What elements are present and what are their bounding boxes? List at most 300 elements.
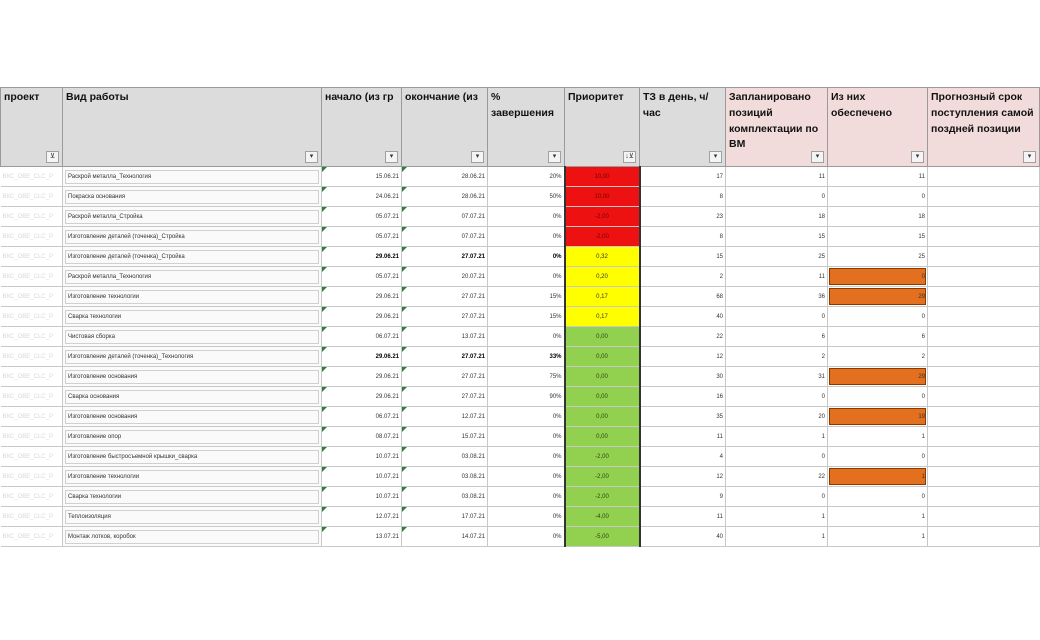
- completion-cell-value: 75%: [549, 373, 562, 380]
- forecast-cell[interactable]: [928, 447, 1040, 467]
- start-date-cell-value: 13.07.21: [375, 533, 399, 540]
- hours-cell-value: 16: [716, 393, 723, 400]
- start-date-cell[interactable]: [322, 507, 402, 527]
- project-cell-value: ВКС_ОВЕ_CLC_P: [2, 213, 53, 220]
- provided-cell-value: 11: [918, 173, 925, 180]
- priority-cell[interactable]: [565, 367, 640, 387]
- priority-cell-value: 0,00: [596, 333, 608, 340]
- work-type-value: Изготовление технологии: [65, 290, 319, 304]
- work-type-cell[interactable]: [63, 487, 322, 507]
- planned-cell[interactable]: [726, 427, 828, 447]
- start-date-cell-value: 29.06.21: [375, 373, 399, 380]
- project-cell[interactable]: [1, 307, 63, 327]
- project-cell[interactable]: [1, 167, 63, 187]
- provided-cell[interactable]: [828, 187, 928, 207]
- forecast-cell[interactable]: [928, 487, 1040, 507]
- work-type-cell[interactable]: [63, 327, 322, 347]
- work-type-cell[interactable]: [63, 247, 322, 267]
- provided-cell[interactable]: [828, 407, 928, 427]
- start-date-cell[interactable]: [322, 527, 402, 547]
- highlight-box: [829, 268, 926, 285]
- priority-cell[interactable]: [565, 287, 640, 307]
- planned-cell[interactable]: [726, 307, 828, 327]
- provided-cell[interactable]: [828, 287, 928, 307]
- project-cell[interactable]: [1, 467, 63, 487]
- hours-cell[interactable]: [640, 347, 726, 367]
- column-header: [488, 88, 565, 167]
- forecast-cell[interactable]: [928, 427, 1040, 447]
- end-date-cell[interactable]: [402, 467, 488, 487]
- end-date-cell[interactable]: [402, 287, 488, 307]
- provided-cell[interactable]: [828, 267, 928, 287]
- forecast-cell[interactable]: [928, 307, 1040, 327]
- planned-cell-value: 0: [821, 313, 825, 320]
- completion-cell[interactable]: [488, 267, 565, 287]
- start-date-cell[interactable]: [322, 307, 402, 327]
- work-type-value: Сварка основания: [65, 390, 319, 404]
- planned-cell[interactable]: [726, 287, 828, 307]
- column-header-label: проект: [4, 91, 40, 103]
- priority-cell-value: -2,00: [595, 453, 609, 460]
- comment-marker-icon: [402, 167, 407, 172]
- comment-marker-icon: [402, 327, 407, 332]
- planned-cell[interactable]: [726, 447, 828, 467]
- priority-cell[interactable]: [565, 247, 640, 267]
- completion-cell[interactable]: [488, 167, 565, 187]
- work-type-cell[interactable]: [63, 287, 322, 307]
- completion-cell[interactable]: [488, 467, 565, 487]
- end-date-cell[interactable]: [402, 487, 488, 507]
- filter-dropdown-icon[interactable]: ▾: [471, 151, 484, 163]
- column-header-label: Запланировано позиций комплектации по ВМ: [729, 91, 819, 151]
- planned-cell[interactable]: [726, 407, 828, 427]
- end-date-cell[interactable]: [402, 167, 488, 187]
- forecast-cell[interactable]: [928, 507, 1040, 527]
- project-cell-value: ВКС_ОВЕ_CLC_P: [2, 533, 53, 540]
- start-date-cell[interactable]: [322, 207, 402, 227]
- priority-cell[interactable]: [565, 227, 640, 247]
- provided-cell[interactable]: [828, 447, 928, 467]
- table-row: [1, 527, 1040, 547]
- priority-cell[interactable]: [565, 307, 640, 327]
- completion-cell-value: 0%: [552, 453, 562, 460]
- work-type-value: Изготовление опор: [65, 430, 319, 444]
- end-date-cell[interactable]: [402, 447, 488, 467]
- forecast-cell[interactable]: [928, 227, 1040, 247]
- completion-cell[interactable]: [488, 347, 565, 367]
- priority-cell-value: -2,00: [595, 493, 609, 500]
- hours-cell[interactable]: [640, 527, 726, 547]
- project-cell[interactable]: [1, 407, 63, 427]
- work-type-cell[interactable]: [63, 367, 322, 387]
- work-type-cell[interactable]: [63, 507, 322, 527]
- completion-cell[interactable]: [488, 207, 565, 227]
- forecast-cell[interactable]: [928, 347, 1040, 367]
- work-type-cell[interactable]: [63, 187, 322, 207]
- table-row: [1, 167, 1040, 187]
- hours-cell-value: 68: [716, 293, 723, 300]
- comment-marker-icon: [402, 227, 407, 232]
- hours-cell[interactable]: [640, 507, 726, 527]
- work-type-value: Изготовление деталей (точенка)_Технология: [65, 350, 319, 364]
- planned-cell-value: 0: [821, 453, 825, 460]
- provided-cell-value: 2: [921, 353, 925, 360]
- start-date-cell[interactable]: [322, 227, 402, 247]
- start-date-cell[interactable]: [322, 487, 402, 507]
- end-date-cell[interactable]: [402, 207, 488, 227]
- end-date-cell[interactable]: [402, 327, 488, 347]
- project-cell-value: ВКС_ОВЕ_CLC_P: [2, 493, 53, 500]
- filter-dropdown-icon[interactable]: ↓⊻: [623, 151, 636, 163]
- end-date-cell[interactable]: [402, 387, 488, 407]
- hours-cell-value: 8: [719, 233, 723, 240]
- provided-cell[interactable]: [828, 207, 928, 227]
- start-date-cell-value: 29.06.21: [375, 393, 399, 400]
- planned-cell[interactable]: [726, 387, 828, 407]
- completion-cell[interactable]: [488, 527, 565, 547]
- provided-cell[interactable]: [828, 367, 928, 387]
- hours-cell[interactable]: [640, 327, 726, 347]
- priority-cell-value: 0,00: [596, 413, 608, 420]
- provided-cell[interactable]: [828, 527, 928, 547]
- forecast-cell[interactable]: [928, 187, 1040, 207]
- provided-cell[interactable]: [828, 507, 928, 527]
- project-cell-value: ВКС_ОВЕ_CLC_P: [2, 393, 53, 400]
- filter-dropdown-icon[interactable]: ▾: [305, 151, 318, 163]
- hours-cell[interactable]: [640, 287, 726, 307]
- work-type-cell[interactable]: [63, 447, 322, 467]
- planned-cell[interactable]: [726, 487, 828, 507]
- project-cell[interactable]: [1, 367, 63, 387]
- project-cell[interactable]: [1, 427, 63, 447]
- hours-cell[interactable]: [640, 467, 726, 487]
- table-row: [1, 227, 1040, 247]
- provided-cell-value: 1: [921, 533, 925, 540]
- project-cell[interactable]: [1, 227, 63, 247]
- hours-cell-value: 2: [719, 273, 723, 280]
- comment-marker-icon: [322, 507, 327, 512]
- hours-cell[interactable]: [640, 187, 726, 207]
- work-type-value: Изготовление деталей (точенка)_Стройка: [65, 250, 319, 264]
- forecast-cell[interactable]: [928, 267, 1040, 287]
- work-type-cell[interactable]: [63, 387, 322, 407]
- end-date-cell-value: 17.07.21: [461, 513, 485, 520]
- work-type-value: Изготовление основания: [65, 410, 319, 424]
- forecast-cell[interactable]: [928, 207, 1040, 227]
- provided-cell[interactable]: [828, 487, 928, 507]
- priority-cell[interactable]: [565, 207, 640, 227]
- project-cell[interactable]: [1, 187, 63, 207]
- start-date-cell[interactable]: [322, 167, 402, 187]
- end-date-cell[interactable]: [402, 227, 488, 247]
- end-date-cell[interactable]: [402, 507, 488, 527]
- work-type-cell[interactable]: [63, 347, 322, 367]
- planned-cell[interactable]: [726, 207, 828, 227]
- filter-dropdown-icon[interactable]: ▾: [911, 151, 924, 163]
- hours-cell[interactable]: [640, 407, 726, 427]
- end-date-cell[interactable]: [402, 347, 488, 367]
- hours-cell-value: 40: [716, 313, 723, 320]
- project-cell-value: ВКС_ОВЕ_CLC_P: [2, 293, 53, 300]
- end-date-cell-value: 12.07.21: [461, 413, 485, 420]
- end-date-cell-value: 20.07.21: [461, 273, 485, 280]
- completion-cell-value: 0%: [552, 213, 562, 220]
- planned-cell[interactable]: [726, 527, 828, 547]
- completion-cell[interactable]: [488, 287, 565, 307]
- hours-cell[interactable]: [640, 367, 726, 387]
- provided-cell[interactable]: [828, 327, 928, 347]
- provided-cell[interactable]: [828, 387, 928, 407]
- completion-cell[interactable]: [488, 487, 565, 507]
- start-date-cell[interactable]: [322, 467, 402, 487]
- planned-cell[interactable]: [726, 247, 828, 267]
- completion-cell[interactable]: [488, 327, 565, 347]
- start-date-cell[interactable]: [322, 427, 402, 447]
- planned-cell-value: 1: [821, 533, 825, 540]
- start-date-cell[interactable]: [322, 367, 402, 387]
- hours-cell[interactable]: [640, 207, 726, 227]
- work-type-cell[interactable]: [63, 307, 322, 327]
- priority-cell-value: -2,00: [595, 473, 609, 480]
- priority-cell[interactable]: [565, 327, 640, 347]
- hours-cell-value: 11: [716, 513, 723, 520]
- comment-marker-icon: [322, 367, 327, 372]
- column-header-label: окончание (из: [405, 91, 478, 103]
- planned-cell-value: 2: [821, 353, 825, 360]
- completion-cell[interactable]: [488, 387, 565, 407]
- start-date-cell[interactable]: [322, 447, 402, 467]
- project-cell-value: ВКС_ОВЕ_CLC_P: [2, 453, 53, 460]
- spreadsheet: [0, 87, 1040, 547]
- comment-marker-icon: [322, 247, 327, 252]
- planned-cell[interactable]: [726, 347, 828, 367]
- start-date-cell[interactable]: [322, 187, 402, 207]
- priority-cell[interactable]: [565, 187, 640, 207]
- forecast-cell[interactable]: [928, 247, 1040, 267]
- planned-cell[interactable]: [726, 267, 828, 287]
- priority-cell[interactable]: [565, 167, 640, 187]
- planned-cell[interactable]: [726, 227, 828, 247]
- project-cell[interactable]: [1, 447, 63, 467]
- provided-cell[interactable]: [828, 427, 928, 447]
- highlight-box: [829, 368, 926, 385]
- completion-cell[interactable]: [488, 367, 565, 387]
- completion-cell[interactable]: [488, 407, 565, 427]
- planned-cell[interactable]: [726, 167, 828, 187]
- end-date-cell-value: 27.07.21: [461, 253, 485, 260]
- forecast-cell[interactable]: [928, 327, 1040, 347]
- end-date-cell[interactable]: [402, 187, 488, 207]
- completion-cell[interactable]: [488, 227, 565, 247]
- comment-marker-icon: [322, 307, 327, 312]
- priority-cell[interactable]: [565, 407, 640, 427]
- priority-cell[interactable]: [565, 387, 640, 407]
- hours-cell-value: 35: [716, 413, 723, 420]
- planned-cell-value: 36: [818, 293, 825, 300]
- filter-dropdown-icon[interactable]: ▾: [548, 151, 561, 163]
- filter-dropdown-icon[interactable]: ▾: [1023, 151, 1036, 163]
- forecast-cell[interactable]: [928, 527, 1040, 547]
- priority-cell[interactable]: [565, 467, 640, 487]
- hours-cell-value: 8: [719, 193, 723, 200]
- end-date-cell[interactable]: [402, 407, 488, 427]
- comment-marker-icon: [402, 527, 407, 532]
- project-cell-value: ВКС_ОВЕ_CLC_P: [2, 173, 53, 180]
- work-type-value: Чистовая сборка: [65, 330, 319, 344]
- start-date-cell-value: 29.06.21: [375, 313, 399, 320]
- start-date-cell[interactable]: [322, 287, 402, 307]
- work-type-cell[interactable]: [63, 467, 322, 487]
- project-cell[interactable]: [1, 507, 63, 527]
- forecast-cell[interactable]: [928, 387, 1040, 407]
- start-date-cell-value: 05.07.21: [375, 213, 399, 220]
- project-cell-value: ВКС_ОВЕ_CLC_P: [2, 253, 53, 260]
- work-type-cell[interactable]: [63, 527, 322, 547]
- planned-cell[interactable]: [726, 367, 828, 387]
- planned-cell[interactable]: [726, 327, 828, 347]
- end-date-cell[interactable]: [402, 267, 488, 287]
- table-row: [1, 327, 1040, 347]
- hours-cell[interactable]: [640, 247, 726, 267]
- project-cell[interactable]: [1, 287, 63, 307]
- table-row: [1, 407, 1040, 427]
- comment-marker-icon: [402, 367, 407, 372]
- priority-cell[interactable]: [565, 447, 640, 467]
- comment-marker-icon: [402, 347, 407, 352]
- project-cell[interactable]: [1, 527, 63, 547]
- hours-cell[interactable]: [640, 267, 726, 287]
- comment-marker-icon: [402, 447, 407, 452]
- planned-cell[interactable]: [726, 187, 828, 207]
- work-type-cell[interactable]: [63, 167, 322, 187]
- forecast-cell[interactable]: [928, 167, 1040, 187]
- forecast-cell[interactable]: [928, 367, 1040, 387]
- end-date-cell-value: 28.06.21: [461, 193, 485, 200]
- priority-cell[interactable]: [565, 267, 640, 287]
- provided-cell[interactable]: [828, 347, 928, 367]
- work-type-value: Раскрой металла_Стройка: [65, 210, 319, 224]
- provided-cell[interactable]: [828, 247, 928, 267]
- hours-cell[interactable]: [640, 387, 726, 407]
- completion-cell-value: 0%: [552, 333, 562, 340]
- provided-cell-value: 1: [921, 473, 925, 480]
- hours-cell-value: 40: [716, 533, 723, 540]
- start-date-cell[interactable]: [322, 347, 402, 367]
- project-cell[interactable]: [1, 347, 63, 367]
- end-date-cell[interactable]: [402, 367, 488, 387]
- hours-cell[interactable]: [640, 487, 726, 507]
- filter-dropdown-icon[interactable]: ▾: [385, 151, 398, 163]
- provided-cell-value: 18: [918, 213, 925, 220]
- column-header-label: Из них обеспечено: [831, 91, 893, 119]
- planned-cell[interactable]: [726, 467, 828, 487]
- filter-dropdown-icon[interactable]: ⊻: [46, 151, 59, 163]
- highlight-box: [829, 468, 926, 485]
- completion-cell[interactable]: [488, 187, 565, 207]
- start-date-cell[interactable]: [322, 267, 402, 287]
- completion-cell-value: 0%: [552, 493, 562, 500]
- priority-cell[interactable]: [565, 487, 640, 507]
- priority-cell[interactable]: [565, 507, 640, 527]
- project-cell[interactable]: [1, 267, 63, 287]
- table-row: [1, 247, 1040, 267]
- start-date-cell[interactable]: [322, 387, 402, 407]
- completion-cell[interactable]: [488, 447, 565, 467]
- comment-marker-icon: [322, 487, 327, 492]
- hours-cell[interactable]: [640, 447, 726, 467]
- start-date-cell-value: 06.07.21: [375, 333, 399, 340]
- planned-cell[interactable]: [726, 507, 828, 527]
- provided-cell[interactable]: [828, 467, 928, 487]
- project-cell[interactable]: [1, 207, 63, 227]
- column-header: [828, 88, 928, 167]
- completion-cell[interactable]: [488, 307, 565, 327]
- priority-cell[interactable]: [565, 527, 640, 547]
- end-date-cell[interactable]: [402, 247, 488, 267]
- completion-cell[interactable]: [488, 507, 565, 527]
- start-date-cell[interactable]: [322, 327, 402, 347]
- forecast-cell[interactable]: [928, 407, 1040, 427]
- priority-cell-value: 0,00: [596, 353, 608, 360]
- priority-cell[interactable]: [565, 347, 640, 367]
- project-cell[interactable]: [1, 387, 63, 407]
- table-row: [1, 507, 1040, 527]
- work-type-cell[interactable]: [63, 267, 322, 287]
- table-row: [1, 427, 1040, 447]
- hours-cell[interactable]: [640, 227, 726, 247]
- end-date-cell-value: 03.08.21: [461, 473, 485, 480]
- priority-cell-value: 10,00: [594, 173, 610, 180]
- hours-cell[interactable]: [640, 427, 726, 447]
- priority-cell-value: 10,00: [594, 193, 610, 200]
- start-date-cell[interactable]: [322, 247, 402, 267]
- completion-cell[interactable]: [488, 427, 565, 447]
- forecast-cell[interactable]: [928, 287, 1040, 307]
- completion-cell[interactable]: [488, 247, 565, 267]
- comment-marker-icon: [402, 207, 407, 212]
- work-type-cell[interactable]: [63, 427, 322, 447]
- end-date-cell[interactable]: [402, 427, 488, 447]
- work-type-cell[interactable]: [63, 227, 322, 247]
- filter-dropdown-icon[interactable]: ▾: [709, 151, 722, 163]
- end-date-cell[interactable]: [402, 527, 488, 547]
- planned-cell-value: 18: [818, 213, 825, 220]
- hours-cell[interactable]: [640, 307, 726, 327]
- forecast-cell[interactable]: [928, 467, 1040, 487]
- project-cell[interactable]: [1, 247, 63, 267]
- provided-cell[interactable]: [828, 167, 928, 187]
- work-type-cell[interactable]: [63, 407, 322, 427]
- hours-cell[interactable]: [640, 167, 726, 187]
- project-cell-value: ВКС_ОВЕ_CLC_P: [2, 413, 53, 420]
- comment-marker-icon: [322, 527, 327, 532]
- filter-dropdown-icon[interactable]: ▾: [811, 151, 824, 163]
- priority-cell[interactable]: [565, 427, 640, 447]
- hours-cell-value: 4: [719, 453, 723, 460]
- column-header: [640, 88, 726, 167]
- project-cell[interactable]: [1, 327, 63, 347]
- provided-cell[interactable]: [828, 307, 928, 327]
- end-date-cell-value: 07.07.21: [461, 233, 485, 240]
- column-header-label: начало (из гр: [325, 91, 394, 103]
- project-cell[interactable]: [1, 487, 63, 507]
- end-date-cell[interactable]: [402, 307, 488, 327]
- completion-cell-value: 0%: [552, 253, 562, 260]
- start-date-cell[interactable]: [322, 407, 402, 427]
- work-type-cell[interactable]: [63, 207, 322, 227]
- planned-cell-value: 11: [818, 273, 825, 280]
- provided-cell[interactable]: [828, 227, 928, 247]
